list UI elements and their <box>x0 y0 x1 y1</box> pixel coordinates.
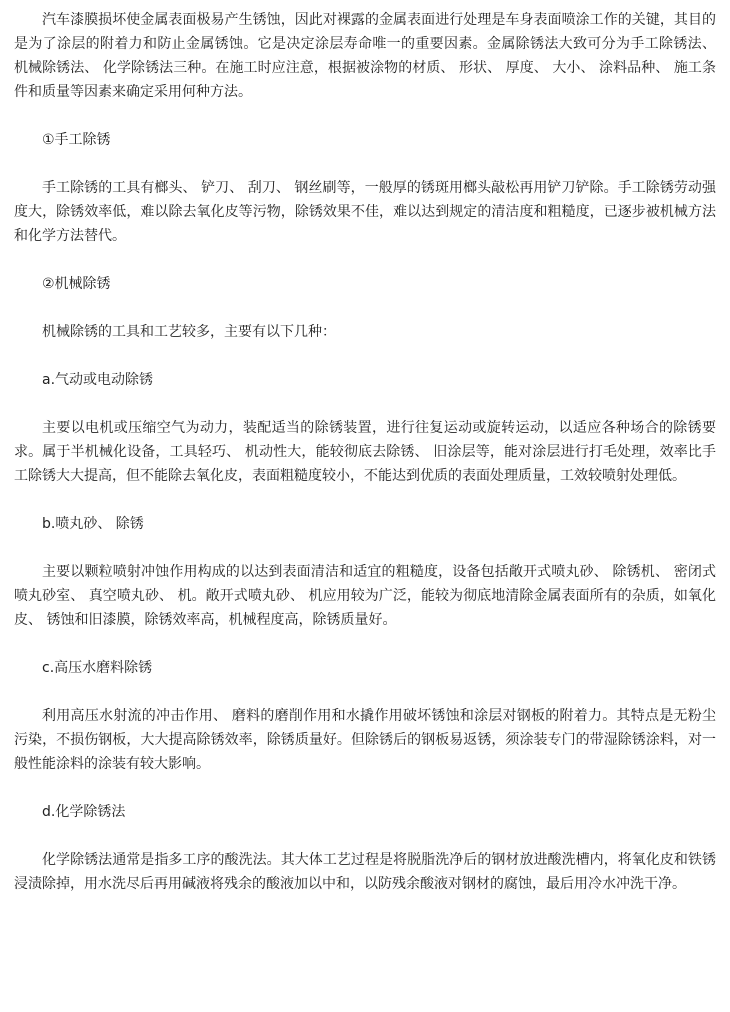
subheading-pneumatic-electric: a.气动或电动除锈 <box>42 372 154 388</box>
section-heading-manual: ①手工除锈 <box>42 132 111 148</box>
pneumatic-electric-paragraph: 主要以电机或压缩空气为动力，装配适当的除锈装置，进行往复运动或旋转运动，以适应各种场合的除锈要求。属于半机械化设备，工具轻巧、 机动性大，能较彻底去除锈、 旧涂层等，能对涂层进行打毛处理，效率比手工除锈大大提高，但不能除去氧化皮，表面粗糙度较小，不能达到优质的表面处理质量，工效较喷射处理低。 <box>14 420 716 484</box>
mechanical-intro-paragraph: 机械除锈的工具和工艺较多，主要有以下几种： <box>42 324 336 340</box>
subheading-high-pressure-water: c.高压水磨料除锈 <box>42 660 153 676</box>
shot-blasting-paragraph: 主要以颗粒喷射冲蚀作用构成的以达到表面清洁和适宜的粗糙度，设备包括敞开式喷丸砂、 除锈机、 密闭式喷丸砂室、 真空喷丸砂、 机。敞开式喷丸砂、 机应用较为广泛，能较为彻底地清除金属表面所有的杂质，如氧化皮、 锈蚀和旧漆膜，除锈效率高，机械程度高，除锈质量好。 <box>14 564 716 628</box>
section-heading-mechanical: ②机械除锈 <box>42 276 111 292</box>
high-pressure-water-paragraph: 利用高压水射流的冲击作用、 磨料的磨削作用和水撬作用破坏锈蚀和涂层对钢板的附着力。其特点是无粉尘污染，不损伤钢板，大大提高除锈效率，除锈质量好。但除锈后的钢板易返锈，须涂装专门的带湿除锈涂料，对一般性能涂料的涂装有较大影响。 <box>14 708 716 772</box>
intro-paragraph: 汽车漆膜损坏使金属表面极易产生锈蚀，因此对裸露的金属表面进行处理是车身表面喷涂工作的关键，其目的是为了涂层的附着力和防止金属锈蚀。它是决定涂层寿命唯一的重要因素。金属除锈法大致可分为手工除锈法、 机械除锈法、 化学除锈法三种。在施工时应注意，根据被涂物的材质、 形状、 厚度、 大小、 涂料品种、 施工条件和质量等因素来确定采用何种方法。 <box>14 12 716 100</box>
article-body <box>14 8 716 896</box>
chemical-paragraph: 化学除锈法通常是指多工序的酸洗法。其大体工艺过程是将脱脂洗净后的钢材放进酸洗槽内，将氧化皮和铁锈浸渍除掉，用水洗尽后再用碱液将残余的酸液加以中和，以防残余酸液对钢材的腐蚀，最后用冷水冲洗干净。 <box>14 852 716 892</box>
subheading-shot-blasting: b.喷丸砂、 除锈 <box>42 516 144 532</box>
subheading-chemical: d.化学除锈法 <box>42 804 126 820</box>
manual-rust-removal-paragraph: 手工除锈的工具有榔头、 铲刀、 刮刀、 钢丝刷等，一般厚的锈斑用榔头敲松再用铲刀铲除。手工除锈劳动强度大，除锈效率低，难以除去氧化皮等污物，除锈效果不佳，难以达到规定的清洁度和粗糙度，已逐步被机械方法和化学方法替代。 <box>14 180 716 244</box>
